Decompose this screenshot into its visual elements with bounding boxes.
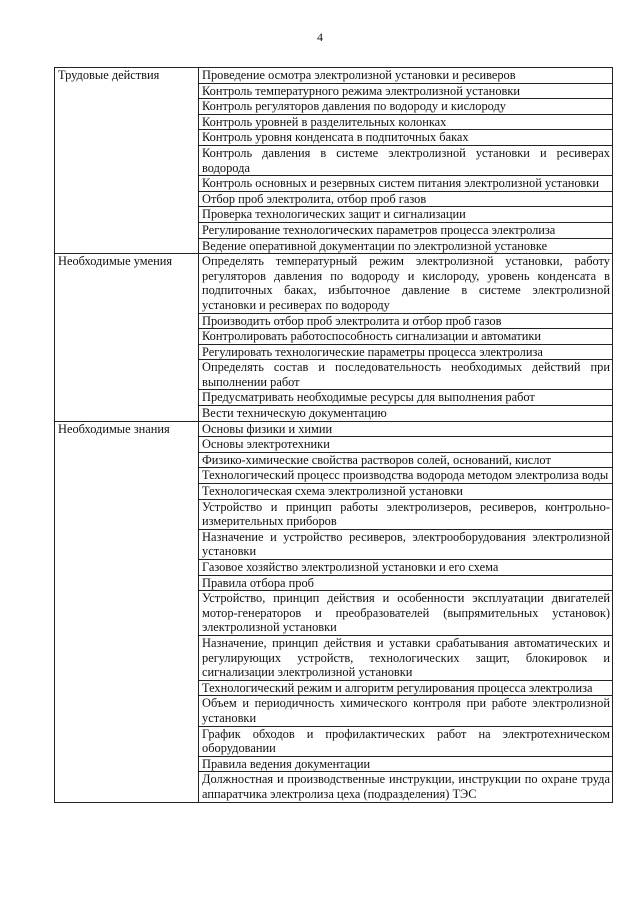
section-item: Правила ведения документации [199, 756, 613, 772]
requirements-table-body [55, 68, 613, 803]
section-title: Трудовые действия [55, 68, 199, 254]
section-title: Необходимые знания [55, 421, 199, 802]
section-item: График обходов и профилактических работ на электротехническом оборудовании [199, 726, 613, 756]
section-item: Контроль уровня конденсата в подпиточных баках [199, 130, 613, 146]
section-item: Объем и периодичность химического контроля при работе электролизной установки [199, 696, 613, 726]
table-row [55, 68, 613, 84]
section-item: Регулировать технологические параметры процесса электролиза [199, 344, 613, 360]
section-item: Контроль давления в системе электролизной установки и ресиверах водорода [199, 145, 613, 175]
section-item: Контроль уровней в разделительных колонках [199, 114, 613, 130]
requirements-table [54, 67, 613, 803]
section-item: Основы физики и химии [199, 421, 613, 437]
section-item: Назначение и устройство ресиверов, электрооборудования электролизной установки [199, 529, 613, 559]
section-item: Основы электротехники [199, 437, 613, 453]
section-item: Устройство, принцип действия и особенности эксплуатации двигателей мотор-генераторов и преобразователей (выпрямительных установок) электролизной установки [199, 591, 613, 636]
section-item: Контроль основных и резервных систем питания электролизной установки [199, 176, 613, 192]
section-item: Ведение оперативной документации по электролизной установке [199, 238, 613, 254]
table-row [55, 254, 613, 313]
section-item: Проведение осмотра электролизной установки и ресиверов [199, 68, 613, 84]
page-number: 4 [317, 30, 323, 44]
section-item: Определять состав и последовательность необходимых действий при выполнении работ [199, 360, 613, 390]
section-item: Назначение, принцип действия и уставки срабатывания автоматических и регулирующих устройств, технологических защит, блокировок и сигнализации электролизной установки [199, 635, 613, 680]
section-item: Технологический режим и алгоритм регулирования процесса электролиза [199, 680, 613, 696]
section-item: Отбор проб электролита, отбор проб газов [199, 191, 613, 207]
section-item: Физико-химические свойства растворов солей, оснований, кислот [199, 452, 613, 468]
table-row [55, 421, 613, 437]
section-title: Необходимые умения [55, 254, 199, 422]
section-item: Правила отбора проб [199, 575, 613, 591]
section-item: Регулирование технологических параметров процесса электролиза [199, 222, 613, 238]
section-item: Вести техническую документацию [199, 406, 613, 422]
section-item: Контролировать работоспособность сигнализации и автоматики [199, 329, 613, 345]
section-item: Технологический процесс производства водорода методом электролиза воды [199, 468, 613, 484]
section-item: Проверка технологических защит и сигнализации [199, 207, 613, 223]
section-item: Предусматривать необходимые ресурсы для выполнения работ [199, 390, 613, 406]
section-item: Производить отбор проб электролита и отбор проб газов [199, 313, 613, 329]
section-item: Газовое хозяйство электролизной установки и его схема [199, 560, 613, 576]
section-item: Должностная и производственные инструкции, инструкции по охране труда аппаратчика электролиза цеха (подразделения) ТЭС [199, 772, 613, 802]
section-item: Контроль температурного режима электролизной установки [199, 83, 613, 99]
section-item: Технологическая схема электролизной установки [199, 484, 613, 500]
section-item: Контроль регуляторов давления по водороду и кислороду [199, 99, 613, 115]
section-item: Определять температурный режим электролизной установки, работу регуляторов давления по водороду и кислороду, уровень конденсата в подпиточных баках, избыточное давление в системе электролизной установки и ресиверах по водороду [199, 254, 613, 313]
section-item: Устройство и принцип работы электролизеров, ресиверов, контрольно-измерительных приборов [199, 499, 613, 529]
